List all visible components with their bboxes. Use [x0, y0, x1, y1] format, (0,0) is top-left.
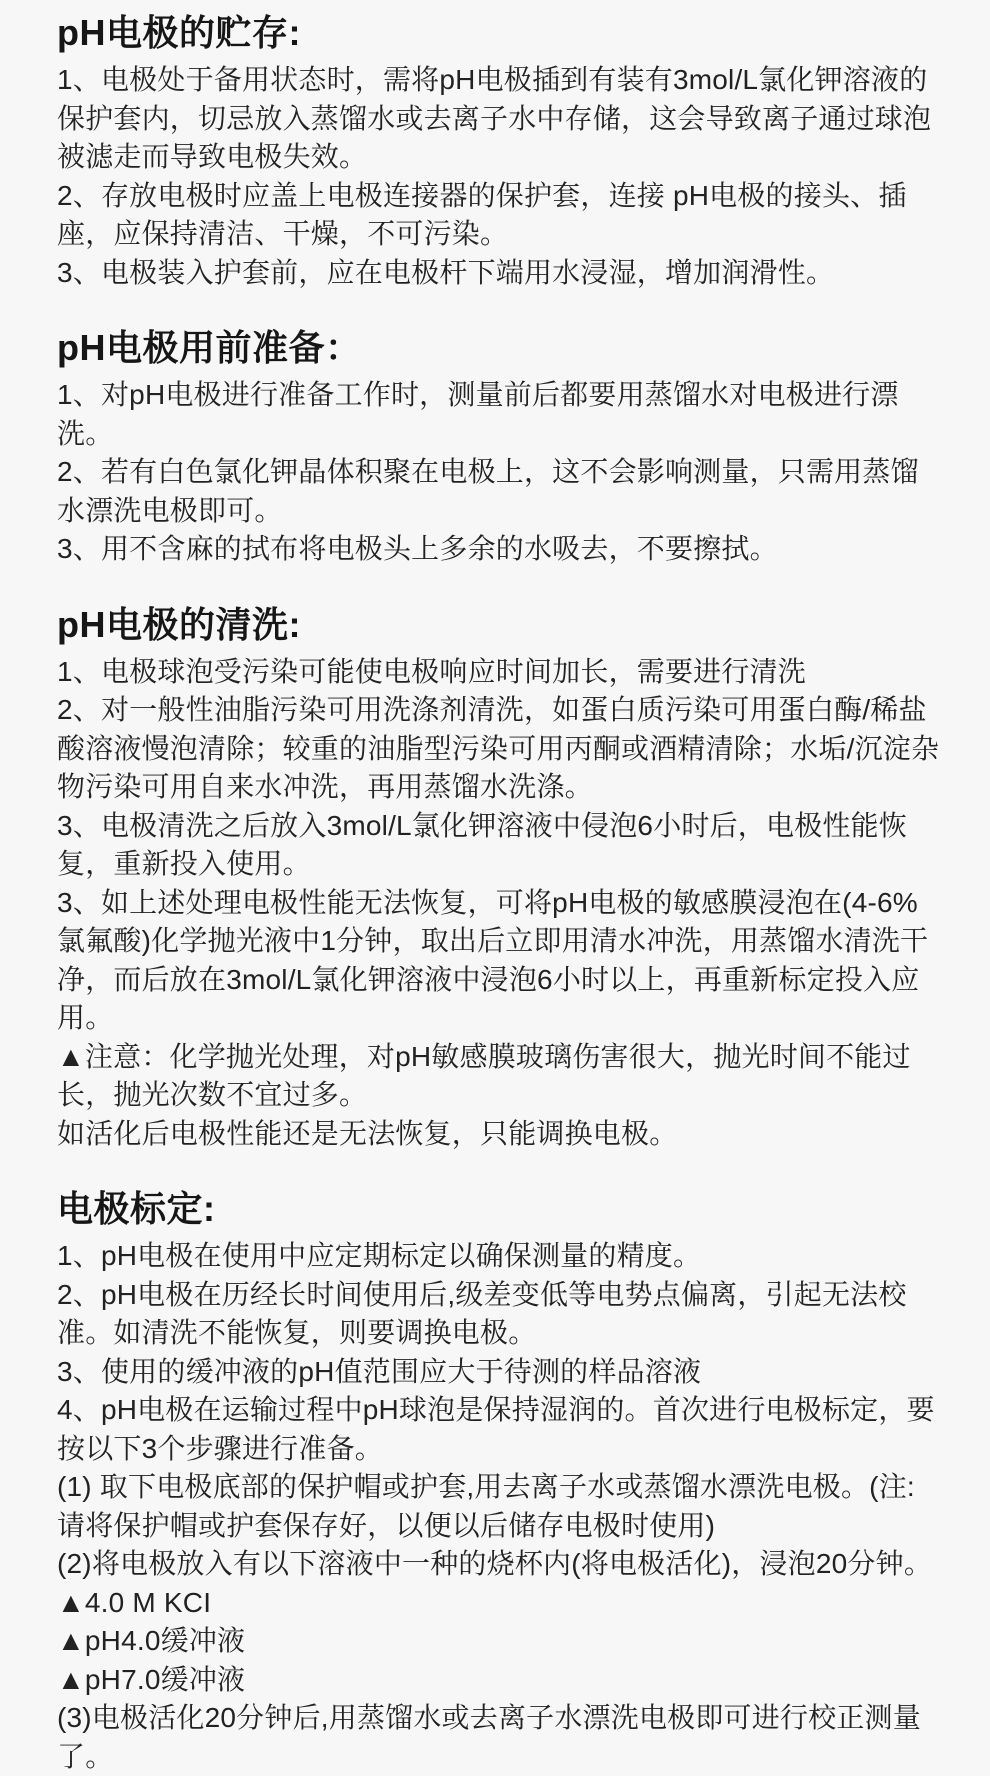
paragraph: ▲注意：化学抛光处理，对pH敏感膜玻璃伤害很大，抛光时间不能过长，抛光次数不宜过多。 [57, 1040, 911, 1110]
section-title: 电极标定: [57, 1188, 216, 1229]
paragraph: 2、pH电极在历经长时间使用后,级差变低等电势点偏离，引起无法校准。如清洗不能恢复，则要调换电极。 [57, 1278, 907, 1348]
paragraph: 3、电极装入护套前，应在电极杆下端用水浸湿，增加润滑性。 [57, 256, 835, 288]
paragraph: 3、用不含麻的拭布将电极头上多余的水吸去，不要擦拭。 [57, 533, 778, 564]
paragraph: 1、pH电极在使用中应定期标定以确保测量的精度。 [57, 1240, 702, 1271]
section-ph-electrode-preparation [57, 325, 940, 569]
paragraph: 2、若有白色氯化钾晶体积聚在电极上，这不会影响测量，只需用蒸馏水漂洗电极即可。 [57, 456, 919, 526]
section-electrode-calibration [57, 1186, 940, 1776]
paragraph: 2、存放电极时应盖上电极连接器的保护套，连接 pH电极的接头、插座，应保持清洁、干燥，不可污染。 [57, 179, 907, 249]
paragraph: 1、电极球泡受污染可能使电极响应时间加长，需要进行清洗 [57, 655, 806, 687]
paragraph: 3、电极清洗之后放入3mol/L氯化钾溶液中侵泡6小时后，电极性能恢复，重新投入使用。 [57, 809, 907, 879]
paragraph: 1、对pH电极进行准备工作时，测量前后都要用蒸馏水对电极进行漂洗。 [57, 379, 899, 449]
section-title: pH电极用前准备： [57, 327, 362, 368]
paragraph: (3)电极活化20分钟后,用蒸馏水或去离子水漂洗电极即可进行校正测量了。 [57, 1702, 921, 1772]
paragraph: 3、如上述处理电极性能无法恢复，可将pH电极的敏感膜浸泡在(4-6%氯氟酸)化学抛光液中1分钟，取出后立即用清水冲洗，用蒸馏水清洗干净，而后放在3mol/L氯化钾溶液中浸泡6小时以上，再重新标定投入应用。 [57, 886, 929, 1033]
paragraph: ▲4.0 M KCI [57, 1586, 212, 1618]
paragraph: (2)将电极放入有以下溶液中一种的烧杯内(将电极活化)，浸泡20分钟。 [57, 1548, 933, 1579]
paragraph: 2、对一般性油脂污染可用洗涤剂清洗，如蛋白质污染可用蛋白酶/稀盐酸溶液慢泡清除；较重的油脂型污染可用丙酮或酒精清除；水垢/沉淀杂物污染可用自来水冲洗，再用蒸馏水洗涤。 [57, 694, 940, 802]
section-title: pH电极的清洗: [57, 603, 301, 645]
paragraph: 3、使用的缓冲液的pH值范围应大于待测的样品溶液 [57, 1355, 702, 1387]
paragraph: 如活化后电极性能还是无法恢复，只能调换电极。 [57, 1117, 678, 1149]
paragraph: (1) 取下电极底部的保护帽或护套,用去离子水或蒸馏水漂洗电极。(注:请将保护帽或护套保存好，以便以后储存电极时使用) [57, 1471, 915, 1541]
section-ph-electrode-storage [57, 10, 940, 292]
paragraph: 1、电极处于备用状态时，需将pH电极插到有装有3mol/L氯化钾溶液的保护套内，切忌放入蒸馏水或去离子水中存储，这会导致离子通过球泡被滤走而导致电极失效。 [57, 64, 932, 172]
paragraph: 4、pH电极在运输过程中pH球泡是保持湿润的。首次进行电极标定，要按以下3个步骤进行准备。 [57, 1394, 935, 1464]
section-ph-electrode-cleaning [57, 602, 940, 1154]
section-title: pH电极的贮存: [57, 12, 301, 53]
paragraph: ▲pH4.0缓冲液 [57, 1625, 246, 1656]
paragraph: ▲pH7.0缓冲液 [57, 1663, 246, 1695]
